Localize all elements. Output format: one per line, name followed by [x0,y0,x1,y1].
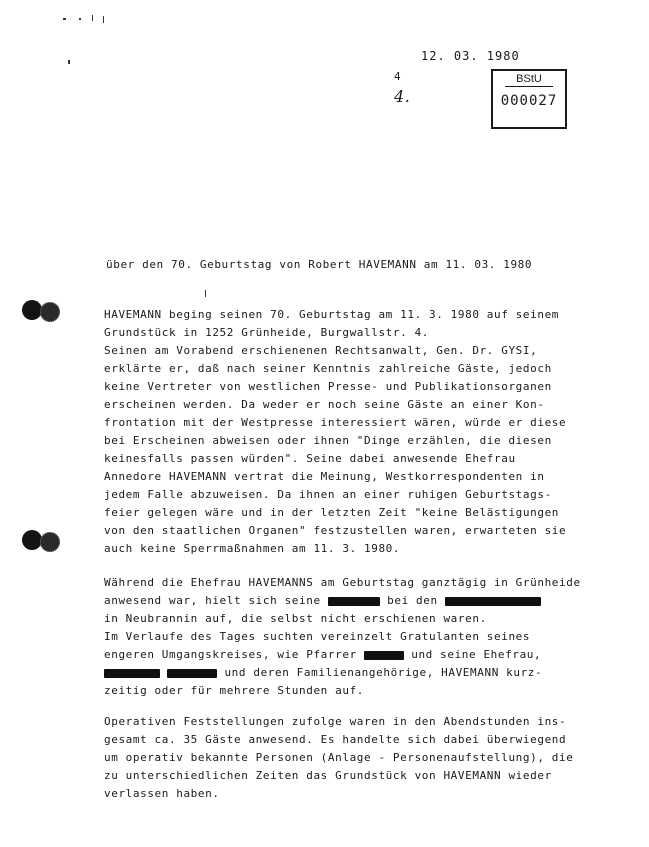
text-line: Operativen Feststellungen zufolge waren in den Abendstunden ins- [104,715,567,728]
scan-speck [63,18,66,20]
archive-stamp [491,69,567,129]
text-line: HAVEMANN beging seinen 70. Geburtstag am 11. 3. 1980 auf seinem [104,308,560,321]
text-line: frontation mit der Westpresse interessiert wären, würde er diese [104,416,567,429]
paragraph-2 [104,574,624,700]
text-line: erklärte er, daß nach seiner Kenntnis zahlreiche Gäste, jedoch [104,362,552,375]
text-line: von den staatlichen Organen" festzustellen waren, erwarteten sie [104,524,567,537]
text-line: anwesend war, hielt sich seine bei den [104,592,624,610]
text-line: bei Erscheinen abweisen oder ihnen "Dinge erzählen, die diesen [104,434,552,447]
text-line: Während die Ehefrau HAVEMANNS am Geburtstag ganztägig in Grünheide [104,576,581,589]
stamp-label: BStU [493,73,565,85]
punch-hole [22,300,42,320]
text-line: feier gelegen wäre und in der letzten Zeit "keine Belästigungen [104,506,560,519]
text-line: engeren Umgangskreises, wie Pfarrer und seine Ehefrau, [104,648,542,661]
text-line: Seinen am Vorabend erschienenen Rechtsanwalt, Gen. Dr. GYSI, [104,344,538,357]
redaction-bar [328,597,380,606]
text-line: auch keine Sperrmaßnahmen am 11. 3. 1980. [104,542,401,555]
document-date: 12. 03. 1980 [421,49,520,63]
paragraph-1 [104,306,624,558]
redaction-bar [104,669,160,678]
text-line: in Neubrannin auf, die selbst nicht erschienen waren. [104,612,487,625]
text-line: zeitig oder für mehrere Stunden auf. [104,684,365,697]
stamp-number: 000027 [500,93,558,109]
redaction-bar [167,669,217,678]
text-line: Annedore HAVEMANN vertrat die Meinung, Westkorrespondenten in [104,470,545,483]
scan-speck [103,16,104,23]
text-line: und deren Familienangehörige, HAVEMANN kurz- [104,664,624,682]
text-line: keinesfalls passen würden". Seine dabei anwesende Ehefrau [104,452,516,465]
text-line: erscheinen werden. Da weder er noch seine Gäste an einer Kon- [104,398,545,411]
text-line: jedem Falle abzuweisen. Da ihnen an einer ruhigen Geburtstags- [104,488,552,501]
text-line: verlassen haben. [104,787,220,800]
punch-hole [22,530,42,550]
page-number-handwritten: 4. [394,87,411,106]
text-line: zu unterschiedlichen Zeiten das Grundstück von HAVEMANN wieder [104,769,552,782]
redaction-bar [364,651,404,660]
text-line: um operativ bekannte Personen (Anlage - Personenaufstellung), die [104,751,574,764]
scan-speck [68,60,70,64]
text-line: keine Vertreter von westlichen Presse- und Publikationsorganen [104,380,552,393]
paragraph-3 [104,713,624,803]
text-line: Grundstück in 1252 Grünheide, Burgwallstr. 4. [104,326,430,339]
punch-hole [40,302,60,322]
text-line: Im Verlaufe des Tages suchten vereinzelt Gratulanten seines [104,630,531,643]
text-line: gesamt ca. 35 Gäste anwesend. Es handelte sich dabei überwiegend [104,733,567,746]
page-number: 4 [394,70,402,83]
scan-speck [79,18,81,20]
document-heading: über den 70. Geburtstag von Robert HAVEMANN am 11. 03. 1980 [106,258,533,271]
scan-speck [205,290,206,297]
redaction-bar [445,597,541,606]
punch-hole [40,532,60,552]
scan-speck [92,15,93,21]
